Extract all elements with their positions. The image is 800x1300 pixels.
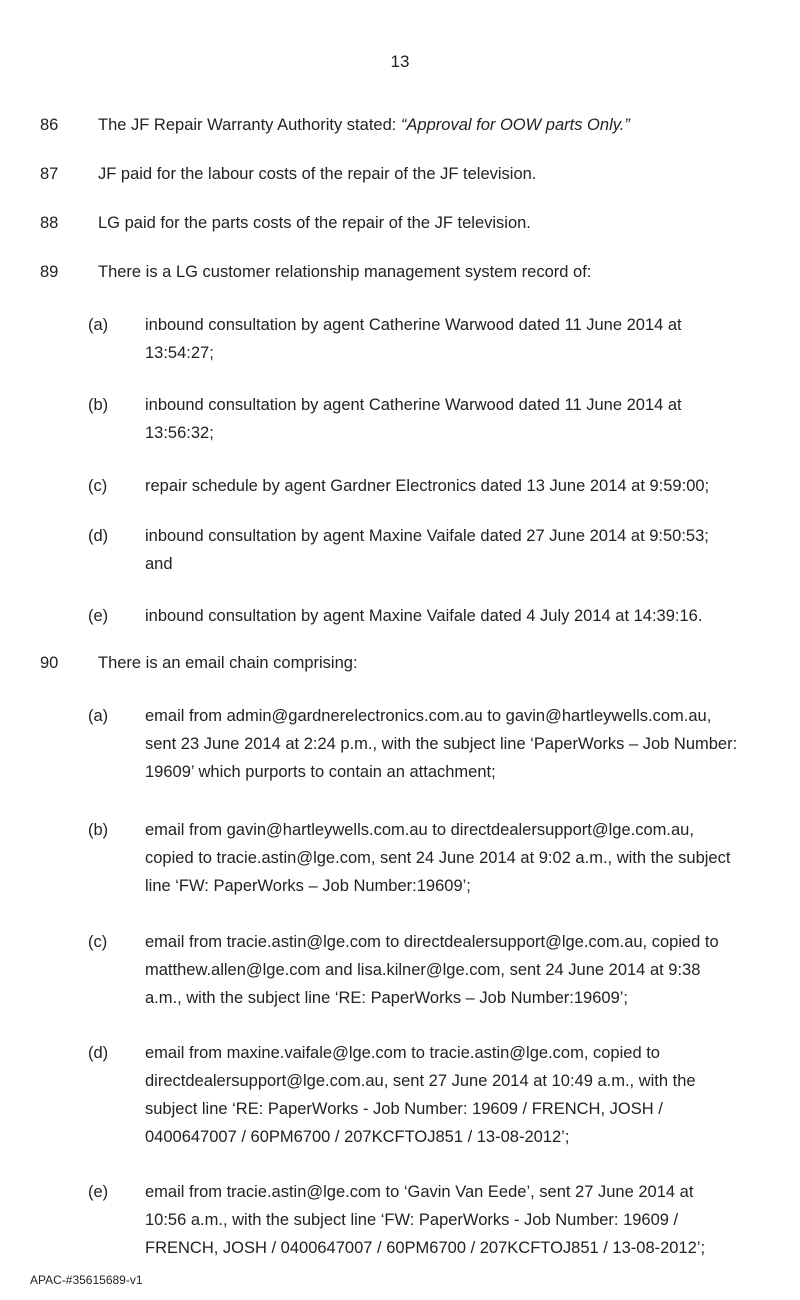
paragraph-text <box>98 116 630 135</box>
paragraph-text-lead: The JF Repair Warranty Authority stated: <box>98 116 401 134</box>
item-line: inbound consultation by agent Catherine Warwood dated 11 June 2014 at <box>145 316 682 334</box>
item-label: (b) <box>88 396 109 414</box>
item-text <box>145 602 785 630</box>
item-line: email from maxine.vaifale@lge.com to tracie.astin@lge.com, copied to <box>145 1044 660 1062</box>
paragraph-text: There is an email chain comprising: <box>98 654 358 672</box>
item-text <box>145 391 785 447</box>
item-line: sent 23 June 2014 at 2:24 p.m., with the subject line ‘PaperWorks – Job Number: <box>145 735 738 753</box>
item-text <box>145 702 785 786</box>
item-line: email from tracie.astin@lge.com to directdealersupport@lge.com.au, copied to <box>145 933 719 951</box>
item-line: 19609’ which purports to contain an attachment; <box>145 763 496 781</box>
item-label: (c) <box>88 933 108 951</box>
item-text <box>145 816 785 900</box>
item-line: repair schedule by agent Gardner Electronics dated 13 June 2014 at 9:59:00; <box>145 477 710 495</box>
paragraph-number: 90 <box>40 654 59 672</box>
item-line: email from admin@gardnerelectronics.com.au to gavin@hartleywells.com.au, <box>145 707 712 725</box>
item-label: (e) <box>88 1183 109 1201</box>
item-line: matthew.allen@lge.com and lisa.kilner@lge.com, sent 24 June 2014 at 9:38 <box>145 961 701 979</box>
paragraph-number: 89 <box>40 263 59 281</box>
item-line: and <box>145 555 173 573</box>
item-line: email from tracie.astin@lge.com to ‘Gavin Van Eede’, sent 27 June 2014 at <box>145 1183 694 1201</box>
item-label: (a) <box>88 707 109 725</box>
paragraph-number: 86 <box>40 116 59 134</box>
item-text <box>145 1178 785 1262</box>
item-label: (c) <box>88 477 108 495</box>
item-line: subject line ‘RE: PaperWorks - Job Number: 19609 / FRENCH, JOSH / <box>145 1100 663 1118</box>
item-line: inbound consultation by agent Catherine Warwood dated 11 June 2014 at <box>145 396 682 414</box>
item-line: 10:56 a.m., with the subject line ‘FW: PaperWorks - Job Number: 19609 / <box>145 1211 679 1229</box>
item-label: (d) <box>88 1044 109 1062</box>
item-label: (a) <box>88 316 109 334</box>
paragraph-text: LG paid for the parts costs of the repair of the JF television. <box>98 214 531 232</box>
item-line: 13:56:32; <box>145 424 214 442</box>
item-line: email from gavin@hartleywells.com.au to directdealersupport@lge.com.au, <box>145 821 694 839</box>
item-line: line ‘FW: PaperWorks – Job Number:19609’; <box>145 877 471 895</box>
item-text <box>145 522 785 578</box>
item-label: (d) <box>88 527 109 545</box>
item-line: directdealersupport@lge.com.au, sent 27 June 2014 at 10:49 a.m., with the <box>145 1072 696 1090</box>
item-text <box>145 928 785 1012</box>
paragraph-number: 88 <box>40 214 59 232</box>
item-text <box>145 472 785 500</box>
item-line: inbound consultation by agent Maxine Vaifale dated 4 July 2014 at 14:39:16. <box>145 607 703 625</box>
paragraph-number: 87 <box>40 165 59 183</box>
item-line: inbound consultation by agent Maxine Vaifale dated 27 June 2014 at 9:50:53; <box>145 527 709 545</box>
document-reference-footer: APAC-#35615689-v1 <box>30 1273 143 1287</box>
item-line: FRENCH, JOSH / 0400647007 / 60PM6700 / 207KCFTOJ851 / 13-08-2012’; <box>145 1239 706 1257</box>
paragraph-text: There is a LG customer relationship management system record of: <box>98 263 592 281</box>
item-line: a.m., with the subject line ‘RE: PaperWorks – Job Number:19609’; <box>145 989 629 1007</box>
paragraph-text: JF paid for the labour costs of the repair of the JF television. <box>98 165 537 183</box>
item-text <box>145 1039 785 1151</box>
item-text <box>145 311 785 367</box>
page-number: 13 <box>390 52 410 71</box>
item-line: 13:54:27; <box>145 344 214 362</box>
item-label: (e) <box>88 607 109 625</box>
item-line: copied to tracie.astin@lge.com, sent 24 June 2014 at 9:02 a.m., with the subject <box>145 849 731 867</box>
quoted-text: “Approval for OOW parts Only.” <box>400 116 630 134</box>
item-label: (b) <box>88 821 109 839</box>
item-line: 0400647007 / 60PM6700 / 207KCFTOJ851 / 13-08-2012’; <box>145 1128 570 1146</box>
